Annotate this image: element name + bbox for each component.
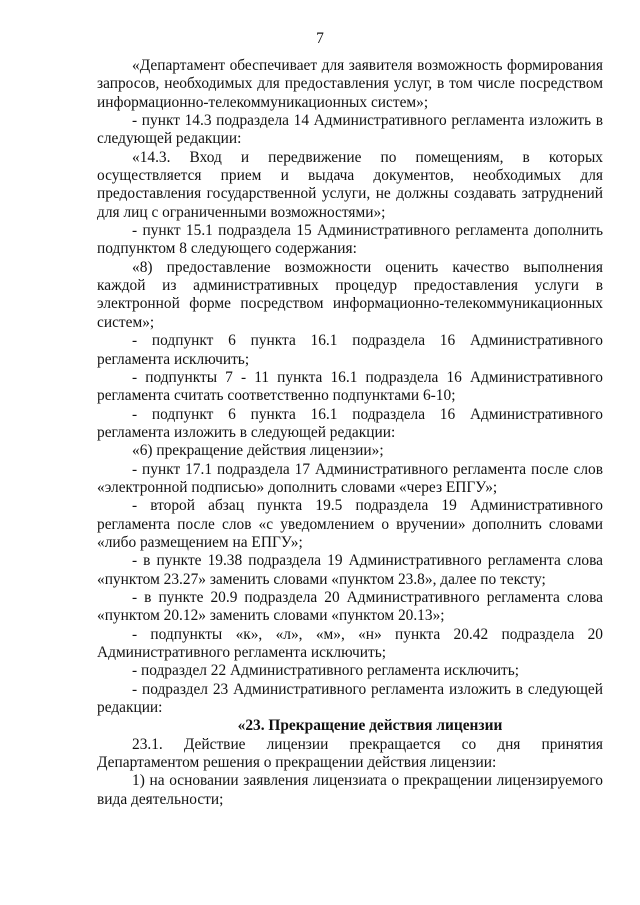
paragraph: - второй абзац пункта 19.5 подраздела 19 Административного регламента после слов «с уведомлением о вручении» дополнить словами «либо размещением на ЕПГУ»; xyxy=(97,497,603,551)
paragraph: - подраздел 23 Административного регламента изложить в следующей редакции: xyxy=(97,680,603,717)
paragraph: - в пункте 20.9 подраздела 20 Административного регламента слова «пунктом 20.12» заменить словами «пунктом 20.13»; xyxy=(97,588,603,625)
section-paragraph: 1) на основании заявления лицензиата о прекращении лицензируемого вида деятельности; xyxy=(97,772,603,808)
paragraph: «8) предоставление возможности оценить качество выполнения каждой из административных процедур предоставления услуги в электронной форме посредством информационно-телекоммуникационных систем»; xyxy=(97,258,603,331)
page-number: 7 xyxy=(316,30,324,47)
section-heading: «23. Прекращение действия лицензии xyxy=(237,717,503,735)
paragraph: - подпункт 6 пункта 16.1 подраздела 16 Административного регламента изложить в следующей редакции: xyxy=(97,405,603,441)
section-paragraph: 23.1. Действие лицензии прекращается со дня принятия Департаментом решения о прекращении действия лицензии: xyxy=(97,735,603,772)
paragraph: «14.3. Вход и передвижение по помещениям, в которых осуществляется прием и выдача документов, необходимых для предоставления государственной услуги, не должны создавать затруднений для лиц с ограниченными возможностями»; xyxy=(97,148,603,221)
paragraph: - подраздел 22 Административного регламента исключить; xyxy=(132,662,520,680)
paragraph: - подпункты «к», «л», «м», «н» пункта 20.42 подраздела 20 Административного регламента исключить; xyxy=(97,625,603,661)
paragraph: - пункт 17.1 подраздела 17 Административного регламента после слов «электронной подписью» дополнить словами «через ЕПГУ»; xyxy=(97,460,603,496)
paragraph: «Департамент обеспечивает для заявителя возможность формирования запросов, необходимых для предоставления услуг, в том числе посредством информационно-телекоммуникационных систем»; xyxy=(97,57,603,111)
paragraph: - подпункт 6 пункта 16.1 подраздела 16 Административного регламента исключить; xyxy=(97,332,603,368)
paragraph: - пункт 15.1 подраздела 15 Административного регламента дополнить подпунктом 8 следующего содержания: xyxy=(97,222,603,258)
paragraph: - подпункты 7 - 11 пункта 16.1 подраздела 16 Административного регламента считать соответственно подпунктами 6-10; xyxy=(97,368,603,405)
paragraph: - пункт 14.3 подраздела 14 Административного регламента изложить в следующей редакции: xyxy=(97,112,603,148)
paragraph: «6) прекращение действия лицензии»; xyxy=(132,442,384,460)
document-body xyxy=(97,57,603,809)
paragraph: - в пункте 19.38 подраздела 19 Административного регламента слова «пунктом 23.27» заменить словами «пунктом 23.8», далее по тексту; xyxy=(97,552,603,588)
